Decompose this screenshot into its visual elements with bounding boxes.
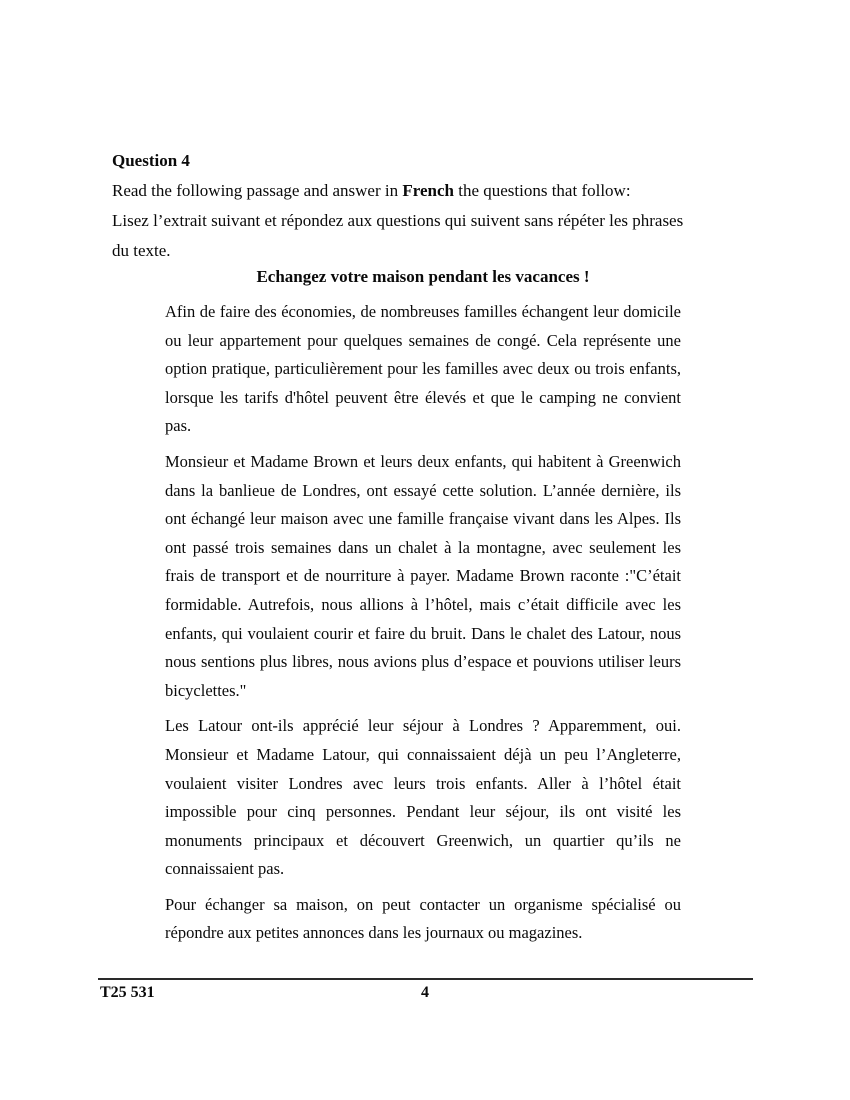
instruction-english-post: the questions that follow: — [453, 181, 631, 200]
footer-page-number: 4 — [421, 984, 429, 1001]
footer-paper-code: T25 531 — [100, 984, 155, 1001]
passage-paragraph: Afin de faire des économies, de nombreuses familles échangent leur domicile ou leur appartement pour quelques semaines de congé. Cela représente une option pratique, particulièrement pour les familles avec deux ou trois enfants, lorsque les tarifs d'hôtel peuvent être élevés et que le camping ne convient pas. — [165, 302, 681, 436]
footer-divider — [98, 978, 753, 980]
passage-paragraph: Les Latour ont-ils apprécié leur séjour à Londres ? Apparemment, oui. Monsieur et Madame Latour, qui connaissaient déjà un peu l’Angleterre, voulaient visiter Londres avec leurs trois enfants. Aller à l’hôtel était impossible pour cinq personnes. Pendant leur séjour, ils ont visité les monuments principaux et découvert Greenwich, un quartier qu’ils ne connaissaient pas. — [165, 716, 681, 879]
instruction-english-pre: Read the following passage and answer in — [112, 181, 403, 200]
passage — [165, 262, 681, 955]
question-label: Question 4 — [112, 151, 190, 170]
instruction-french: Lisez l’extrait suivant et répondez aux questions qui suivent sans répéter les phrases du texte. — [112, 211, 684, 260]
question-header — [112, 146, 684, 266]
passage-paragraph: Pour échanger sa maison, on peut contacter un organisme spécialisé ou répondre aux petites annonces dans les journaux ou magazines. — [165, 894, 681, 943]
passage-paragraph: Monsieur et Madame Brown et leurs deux enfants, qui habitent à Greenwich dans la banlieue de Londres, ont essayé cette solution. L’année dernière, ils ont échangé leur maison avec une famille française vivant dans les Alpes. Ils ont passé trois semaines dans un chalet à la montagne, avec seulement les frais de transport et de nourriture à payer. Madame Brown raconte :"C’était formidable. Autrefois, nous allions à l’hôtel, mais c’était difficile avec les enfants, qui voulaient courir et faire du bruit. Dans le chalet des Latour, nous nous sentions plus libres, nous avions plus d’espace et pouvions utiliser leurs bicyclettes." — [165, 451, 681, 700]
instruction-english-bold: French — [402, 181, 454, 200]
instruction-english — [112, 176, 684, 206]
passage-title: Echangez votre maison pendant les vacances ! — [256, 267, 590, 286]
